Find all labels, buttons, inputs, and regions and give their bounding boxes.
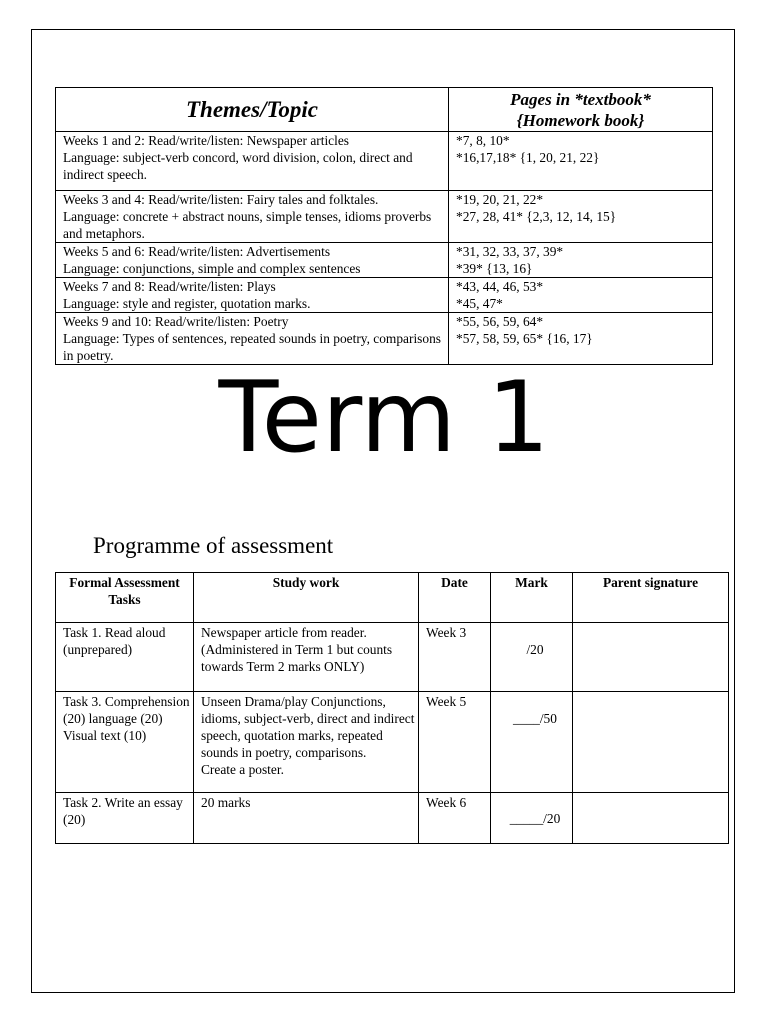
topic-weeks: Weeks 5 and 6: Read/write/listen: Advertisements — [63, 244, 331, 259]
mark-cell — [491, 623, 573, 692]
date-cell: Week 6 — [419, 793, 491, 844]
topic-weeks: Weeks 1 and 2: Read/write/listen: Newspaper articles — [63, 133, 349, 148]
table-row — [56, 793, 729, 844]
table-row — [56, 243, 713, 278]
pages-textbook: *55, 56, 59, 64* — [456, 314, 544, 329]
mark-value: _____/20 — [509, 811, 561, 826]
pages-textbook: *31, 32, 33, 37, 39* — [456, 244, 564, 259]
signature-cell — [573, 623, 729, 692]
table-row — [56, 692, 729, 793]
header-themes-topic: Themes/Topic — [56, 88, 449, 132]
mark-value: /20 — [526, 642, 544, 657]
topic-weeks: Weeks 9 and 10: Read/write/listen: Poetry — [63, 314, 289, 329]
topic-cell — [56, 132, 449, 191]
study-work-cell — [194, 692, 419, 793]
header-parent-signature: Parent signature — [573, 573, 729, 623]
study-work-extra: Create a poster. — [201, 762, 284, 777]
header-date: Date — [419, 573, 491, 623]
table-row — [56, 132, 713, 191]
pages-homework: *45, 47* — [456, 296, 503, 311]
header-tasks: Formal Assessment Tasks — [56, 573, 194, 623]
mark-value: ____/50 — [513, 711, 557, 726]
mark-cell — [491, 793, 573, 844]
signature-cell — [573, 793, 729, 844]
pages-textbook: *19, 20, 21, 22* — [456, 192, 544, 207]
themes-header-row — [56, 88, 713, 132]
topic-cell — [56, 278, 449, 313]
pages-homework: *57, 58, 59, 65* {16, 17} — [456, 331, 593, 346]
pages-cell — [449, 132, 713, 191]
header-pages-line1: Pages in *textbook* — [510, 90, 651, 109]
table-row — [56, 313, 713, 365]
topic-language: Language: conjunctions, simple and complex sentences — [63, 261, 361, 276]
pages-cell — [449, 191, 713, 243]
study-work-cell: 20 marks — [194, 793, 419, 844]
study-work-text: Unseen Drama/play Conjunctions, idioms, subject-verb, direct and indirect speech, quotation marks, repeated sounds in poetry, comparisons. — [201, 694, 415, 760]
topic-weeks: Weeks 3 and 4: Read/write/listen: Fairy tales and folktales. — [63, 192, 379, 207]
table-row — [56, 623, 729, 692]
header-study-work: Study work — [194, 573, 419, 623]
pages-cell — [449, 313, 713, 365]
pages-textbook: *7, 8, 10* — [456, 133, 510, 148]
topic-language: Language: concrete + abstract nouns, simple tenses, idioms proverbs and metaphors. — [63, 209, 432, 241]
pages-cell — [449, 278, 713, 313]
pages-homework: *39* {13, 16} — [456, 261, 533, 276]
task-cell: Task 2. Write an essay (20) — [56, 793, 194, 844]
assessment-table — [55, 572, 729, 844]
topic-weeks: Weeks 7 and 8: Read/write/listen: Plays — [63, 279, 276, 294]
task-cell: Task 3. Comprehension (20) language (20) Visual text (10) — [56, 692, 194, 793]
themes-table — [55, 87, 713, 365]
signature-cell — [573, 692, 729, 793]
pages-textbook: *43, 44, 46, 53* — [456, 279, 544, 294]
date-cell: Week 3 — [419, 623, 491, 692]
term-heading: Term 1 — [218, 361, 550, 475]
topic-cell — [56, 191, 449, 243]
topic-language: Language: subject-verb concord, word division, colon, direct and indirect speech. — [63, 150, 413, 182]
header-pages-line2: {Homework book} — [516, 111, 645, 130]
table-row — [56, 278, 713, 313]
header-pages — [449, 88, 713, 132]
table-row — [56, 191, 713, 243]
pages-cell — [449, 243, 713, 278]
assessment-header-row — [56, 573, 729, 623]
header-mark: Mark — [491, 573, 573, 623]
date-cell: Week 5 — [419, 692, 491, 793]
topic-language: Language: style and register, quotation marks. — [63, 296, 311, 311]
task-cell: Task 1. Read aloud (unprepared) — [56, 623, 194, 692]
programme-heading: Programme of assessment — [93, 533, 334, 558]
study-work-cell: Newspaper article from reader. (Administered in Term 1 but counts towards Term 2 marks ONLY) — [194, 623, 419, 692]
mark-cell — [491, 692, 573, 793]
pages-homework: *27, 28, 41* {2,3, 12, 14, 15} — [456, 209, 617, 224]
topic-cell — [56, 313, 449, 365]
pages-homework: *16,17,18* {1, 20, 21, 22} — [456, 150, 600, 165]
topic-language: Language: Types of sentences, repeated sounds in poetry, comparisons in poetry. — [63, 331, 441, 363]
topic-cell — [56, 243, 449, 278]
